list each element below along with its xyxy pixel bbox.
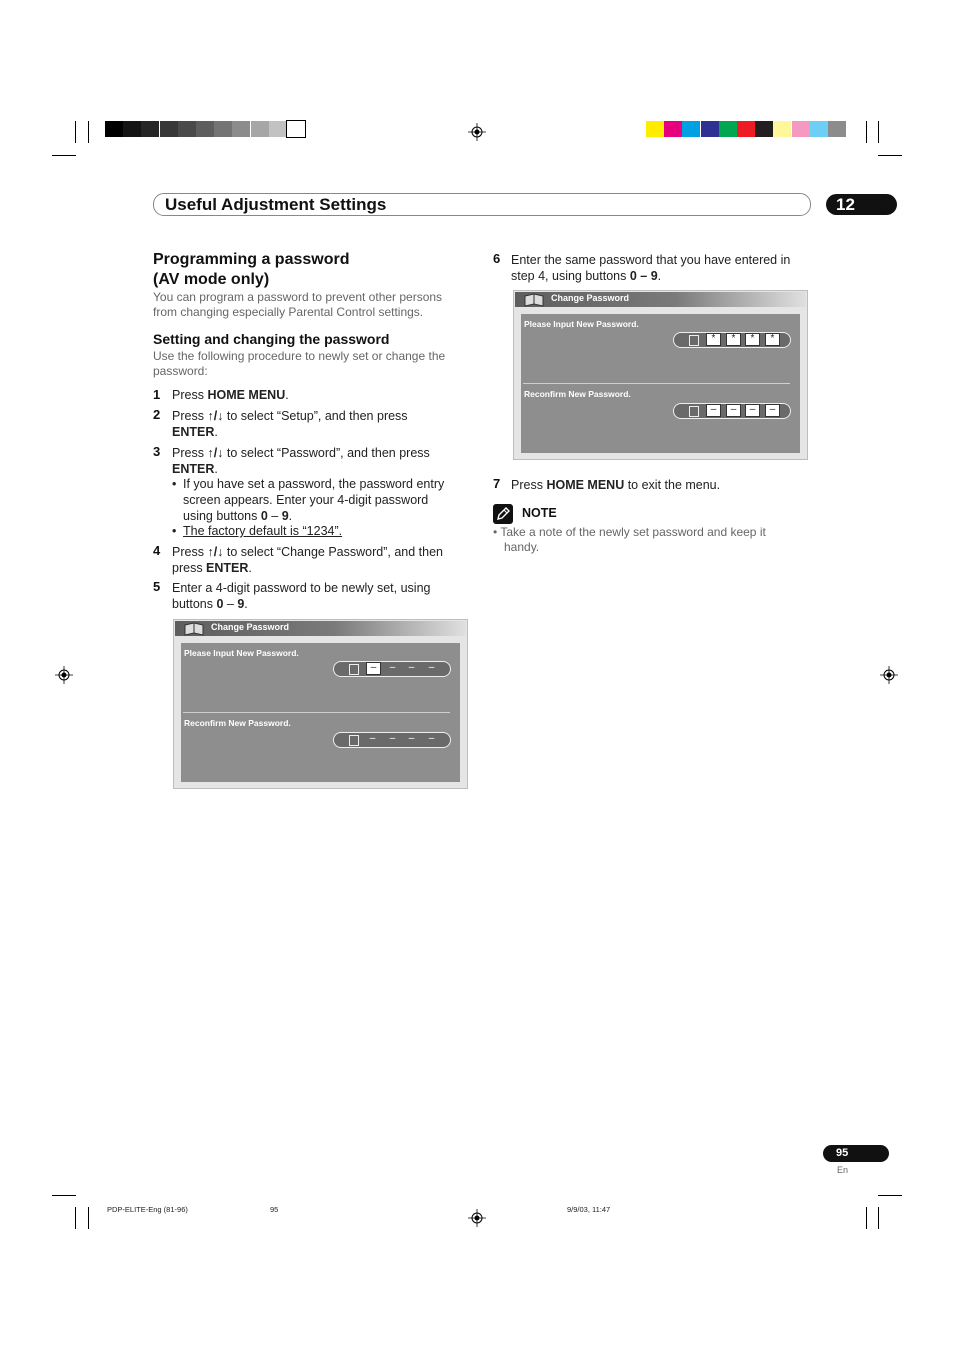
footer-file-name: PDP-ELITE-Eng (81-96)	[107, 1205, 188, 1214]
color-swatch	[719, 121, 737, 137]
note-label: NOTE	[522, 506, 557, 520]
subsection-intro: Use the following procedure to newly set or change the password:	[153, 349, 446, 378]
step-text: Press HOME MENU to exit the menu.	[511, 478, 721, 492]
screen-divider	[523, 383, 790, 384]
note-text: • Take a note of the newly set password and keep it handy.	[493, 525, 766, 554]
language-code: En	[837, 1165, 849, 1175]
color-swatch	[664, 121, 682, 137]
digit-cell: *	[765, 333, 780, 346]
color-swatch	[773, 121, 791, 137]
color-swatch	[251, 121, 269, 137]
screen-titlebar	[175, 621, 466, 636]
color-swatch	[214, 121, 232, 137]
digit-cell: –	[428, 733, 435, 744]
color-swatch	[737, 121, 755, 137]
color-swatch	[287, 121, 305, 137]
section-intro: You can program a password to prevent other persons from changing especially Parental Control settings.	[153, 290, 443, 319]
up-down-arrows-icon: ↑/↓	[207, 409, 224, 423]
screen-panel	[181, 643, 460, 782]
color-swatch	[810, 121, 828, 137]
bullet-item: •	[172, 477, 177, 491]
section-title: Programming a password (AV mode only)	[153, 251, 350, 288]
color-swatch	[828, 121, 846, 137]
registration-mark-icon	[880, 666, 898, 684]
new-password-label: Please Input New Password.	[524, 319, 639, 329]
digit-cell: –	[389, 733, 396, 744]
reconfirm-password-field[interactable]	[673, 403, 791, 419]
digit-cell: –	[408, 733, 415, 744]
crop-mark	[75, 1207, 76, 1229]
digit-cell: *	[706, 333, 721, 346]
step-text: Press ↑/↓ to select “Setup”, and then press ENTER.	[172, 409, 408, 439]
digit-cell: –	[408, 662, 415, 673]
step-text: Press ↑/↓ to select “Password”, and then press ENTER.	[172, 446, 430, 476]
digit-cell: *	[745, 333, 760, 346]
step-number: 6	[493, 251, 501, 266]
step-number: 2	[153, 407, 161, 422]
reconfirm-password-label: Reconfirm New Password.	[184, 718, 291, 728]
crop-mark	[878, 121, 879, 143]
keypad-icon	[689, 406, 699, 417]
footer-page: 95	[270, 1205, 279, 1214]
step-number: 7	[493, 476, 501, 491]
up-down-arrows-icon: ↑/↓	[207, 446, 224, 460]
step-text: Press ↑/↓ to select “Change Password”, and then press ENTER.	[172, 545, 443, 575]
footer-date: 9/9/03, 11:47	[567, 1205, 611, 1214]
step-number: 4	[153, 543, 161, 558]
color-swatch	[105, 121, 123, 137]
chapter-number: 12	[836, 195, 855, 214]
crop-mark	[52, 1195, 76, 1196]
crop-mark	[75, 121, 76, 143]
reconfirm-password-label: Reconfirm New Password.	[524, 389, 631, 399]
screen-divider	[183, 712, 450, 713]
registration-mark-icon	[468, 123, 486, 141]
step-number: 3	[153, 444, 161, 459]
menu-book-icon	[523, 292, 545, 308]
crop-mark	[866, 121, 867, 143]
registration-mark-icon	[55, 666, 73, 684]
color-swatch	[646, 121, 664, 137]
color-swatch	[196, 121, 214, 137]
keypad-icon	[349, 664, 359, 675]
bullet-text: The factory default is “1234”.	[183, 524, 343, 538]
step-text: Enter a 4-digit password to be newly set, using buttons 0 – 9.	[172, 581, 431, 611]
digit-cell: –	[369, 733, 376, 744]
digit-cell: –	[366, 662, 381, 675]
step-text: Enter the same password that you have entered in step 4, using buttons 0 – 9.	[511, 253, 791, 283]
page-number-badge	[823, 1145, 889, 1162]
menu-book-icon	[183, 621, 205, 637]
digit-cell: *	[726, 333, 741, 346]
crop-mark	[866, 1207, 867, 1229]
screen-title: Change Password	[551, 293, 630, 303]
subsection-title: Setting and changing the password	[153, 331, 390, 347]
digit-cell: –	[726, 404, 741, 417]
page-number: 95	[836, 1147, 849, 1159]
reconfirm-password-field[interactable]	[333, 732, 451, 748]
change-password-screen-2	[513, 290, 808, 460]
digit-cell: –	[765, 404, 780, 417]
screen-panel	[521, 314, 800, 453]
crop-mark	[88, 1207, 89, 1229]
change-password-screen-1	[173, 619, 468, 789]
color-swatch	[232, 121, 250, 137]
screen-titlebar	[515, 292, 806, 307]
color-swatch	[269, 121, 287, 137]
digit-cell: –	[706, 404, 721, 417]
keypad-icon	[349, 735, 359, 746]
new-password-field[interactable]	[673, 332, 791, 348]
crop-mark	[52, 155, 76, 156]
new-password-label: Please Input New Password.	[184, 648, 299, 658]
up-down-arrows-icon: ↑/↓	[207, 545, 224, 559]
chapter-number-badge	[826, 194, 897, 215]
digit-cell: –	[389, 662, 396, 673]
color-swatch	[123, 121, 141, 137]
page-title: Useful Adjustment Settings	[165, 195, 387, 214]
color-swatch	[160, 121, 178, 137]
crop-mark	[878, 1207, 879, 1229]
color-swatch	[755, 121, 773, 137]
color-swatch	[792, 121, 810, 137]
color-swatch	[701, 121, 719, 137]
digit-cell: –	[745, 404, 760, 417]
page-header-bar	[153, 193, 811, 216]
bullet-text: If you have set a password, the password entry screen appears. Enter your 4-digit password using buttons 0 – 9.	[183, 477, 445, 523]
step-number: 5	[153, 579, 161, 594]
crop-mark	[88, 121, 89, 143]
color-swatch	[178, 121, 196, 137]
step-number: 1	[153, 387, 161, 402]
screen-title: Change Password	[211, 622, 290, 632]
digit-cell: –	[428, 662, 435, 673]
registration-mark-icon	[468, 1209, 486, 1227]
note-pencil-icon	[493, 504, 513, 524]
keypad-icon	[689, 335, 699, 346]
color-swatch	[682, 121, 700, 137]
color-swatch	[141, 121, 159, 137]
bullet-item: •	[172, 524, 177, 538]
crop-mark	[878, 155, 902, 156]
new-password-field[interactable]	[333, 661, 451, 677]
step-text: Press HOME MENU.	[172, 388, 289, 402]
crop-mark	[878, 1195, 902, 1196]
